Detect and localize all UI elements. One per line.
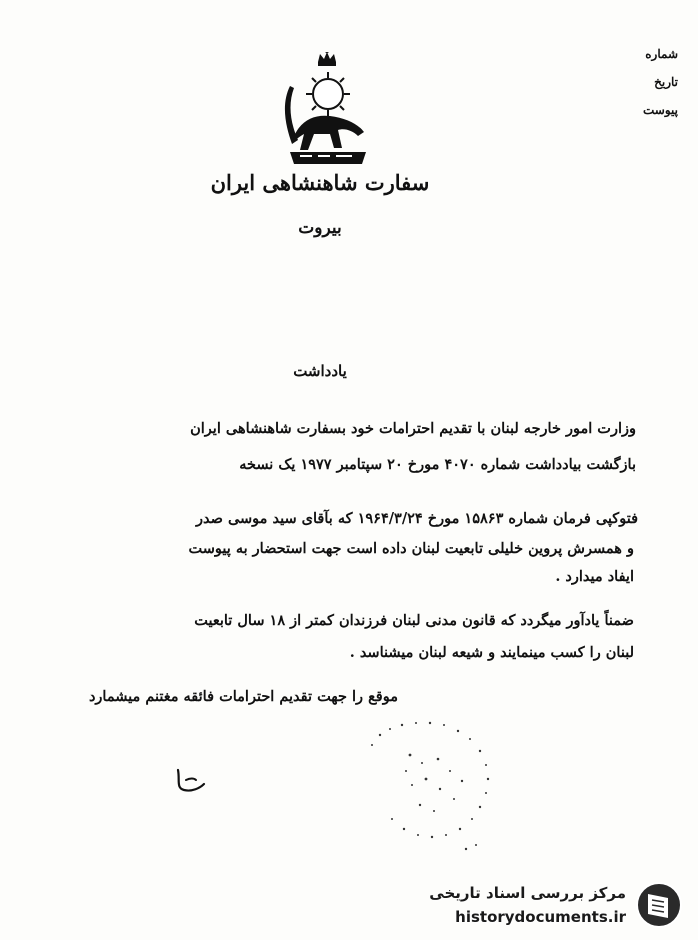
- letter-line: فتوکپی فرمان شماره ۱۵۸۶۳ مورخ ۱۹۶۴/۳/۲۴ که بآقای سید موسی صدر: [195, 510, 638, 527]
- city-name: بیروت: [298, 218, 342, 238]
- archive-logo-icon: [634, 880, 684, 930]
- watermark-website: historydocuments.ir: [455, 908, 626, 926]
- meta-number-label: شماره: [645, 47, 678, 61]
- letter-line: ضمناً یادآور میگردد که قانون مدنی لبنان فرزندان کمتر از ۱۸ سال تابعیت: [194, 612, 634, 629]
- faded-stamp-icon: [350, 715, 510, 855]
- handwritten-initials: [170, 764, 210, 800]
- letter-line: بازگشت بیادداشت شماره ۴۰۷۰ مورخ ۲۰ سپتامبر ۱۹۷۷ یک نسخه: [239, 456, 636, 473]
- meta-attachment-label: پیوست: [643, 103, 678, 117]
- letter-line: وزارت امور خارجه لبنان با تقدیم احترامات خود بسفارت شاهنشاهی ایران: [190, 420, 636, 437]
- form-meta-labels: [618, 40, 678, 124]
- letter-line: لبنان را کسب مینمایند و شیعه لبنان میشناسد .: [349, 644, 634, 661]
- lion-and-sun-emblem-icon: [272, 52, 382, 170]
- embassy-name: سفارت شاهنشاهی ایران: [210, 170, 430, 195]
- letter-line: و همسرش پروین خلیلی تابعیت لبنان داده است جهت استحضار به پیوست: [188, 540, 634, 557]
- letter-title: یادداشت: [293, 362, 347, 380]
- watermark-org-name: مرکز بررسی اسناد تاریخی: [429, 884, 626, 902]
- watermark: [408, 878, 690, 934]
- letter-closing: موقع را جهت تقدیم احترامات فائقه مغتنم میشمارد: [88, 688, 398, 705]
- meta-date-label: تاریخ: [654, 75, 678, 89]
- letter-line: ایفاد میدارد .: [555, 568, 634, 585]
